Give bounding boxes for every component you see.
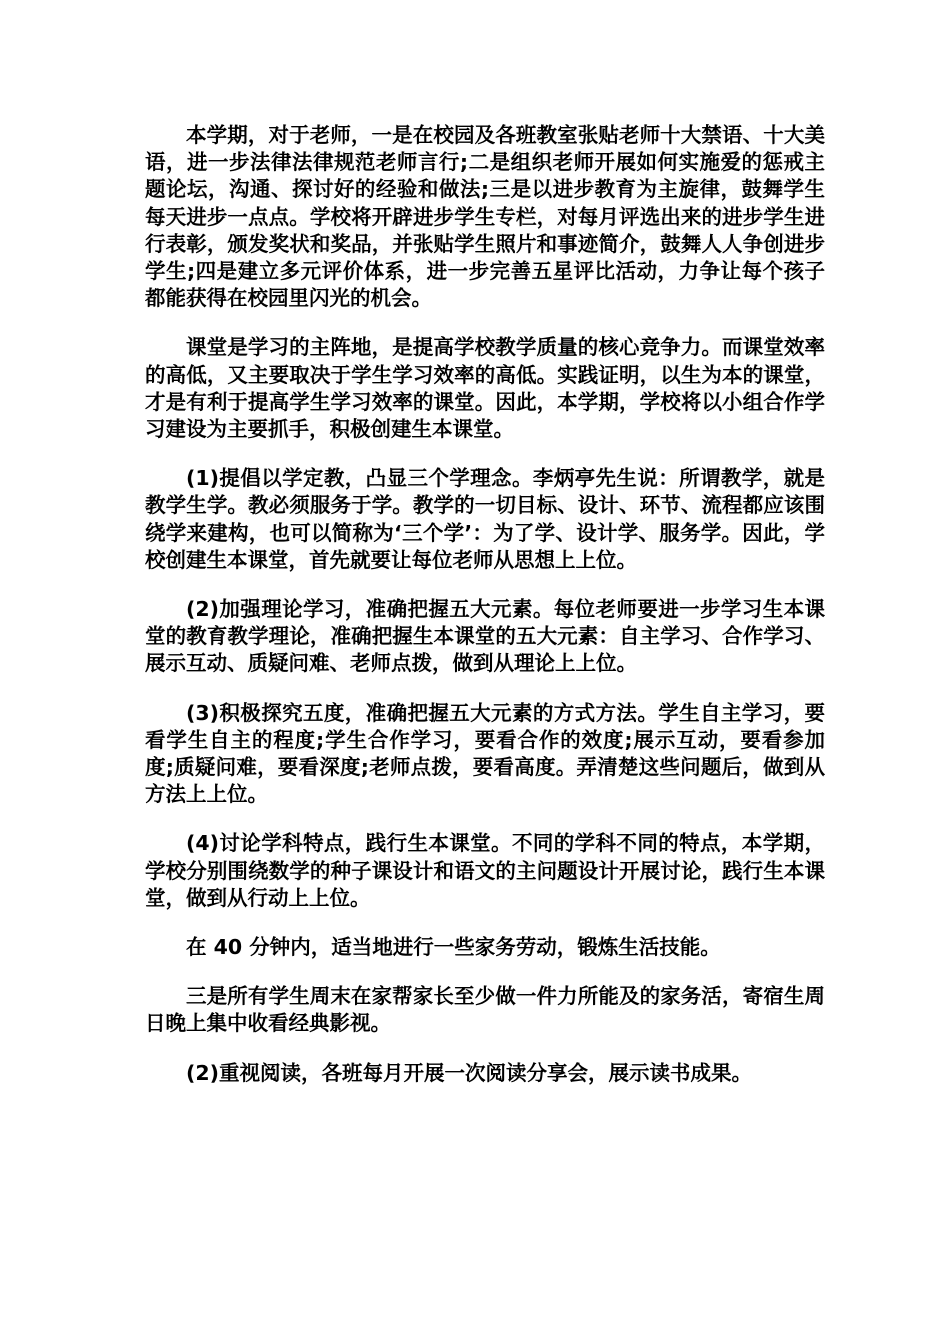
- paragraph-classroom-efficiency: 课堂是学习的主阵地，是提高学校教学质量的核心竞争力。而课堂效率的高低，又主要取决于学生学习效率的高低。实践证明，以生为本的课堂，才是有利于提高学生学习效率的课堂。因此，本学期，学校将以小组合作学习建设为主要抓手，积极创建生本课堂。: [145, 335, 825, 442]
- paragraph-point-4: (4)讨论学科特点，践行生本课堂。不同的学科不同的特点，本学期，学校分别围绕数学的种子课设计和语文的主问题设计开展讨论，践行生本课堂，做到从行动上上位。: [145, 831, 825, 910]
- paragraph-weekend-chores: 三是所有学生周末在家帮家长至少做一件力所能及的家务活，寄宿生周日晚上集中收看经典影视。: [145, 984, 825, 1036]
- paragraph-point-1: (1)提倡以学定教，凸显三个学理念。李炳亭先生说：所谓教学，就是教学生学。教必须服务于学。教学的一切目标、设计、环节、流程都应该围绕学来建构，也可以简称为‘三个学’：为了学、设计学、服务学。因此，学校创建生本课堂，首先就要让每位老师从思想上上位。: [145, 466, 825, 572]
- paragraph-point-3: (3)积极探究五度，准确把握五大元素的方式方法。学生自主学习，要看学生自主的程度;学生合作学习，要看合作的效度;展示互动，要看参加度;质疑问难，要看深度;老师点拨，要看高度。弄清楚这些问题后，做到从方法上上位。: [145, 700, 825, 807]
- paragraph-point-2: (2)加强理论学习，准确把握五大元素。每位老师要进一步学习生本课堂的教育教学理论，准确把握生本课堂的五大元素：自主学习、合作学习、展示互动、质疑问难、老师点拨，做到从理论上上位。: [145, 597, 825, 676]
- paragraph-teacher-conduct: 本学期，对于老师，一是在校园及各班教室张贴老师十大禁语、十大美语，进一步法律法律规范老师言行;二是组织老师开展如何实施爱的惩戒主题论坛，沟通、探讨好的经验和做法;三是以进步教育为主旋律，鼓舞学生每天进步一点点。学校将开辟进步学生专栏，对每月评选出来的进步学生进行表彰，颁发奖状和奖品，并张贴学生照片和事迹简介，鼓舞人人争创进步学生;四是建立多元评价体系，进一步完善五星评比活动，力争让每个孩子都能获得在校园里闪光的机会。: [145, 123, 825, 311]
- paragraph-housework: 在 40 分钟内，适当地进行一些家务劳动，锻炼生活技能。: [186, 935, 721, 960]
- paragraph-reading: (2)重视阅读，各班每月开展一次阅读分享会，展示读书成果。: [186, 1060, 753, 1085]
- document-body: [145, 122, 825, 1109]
